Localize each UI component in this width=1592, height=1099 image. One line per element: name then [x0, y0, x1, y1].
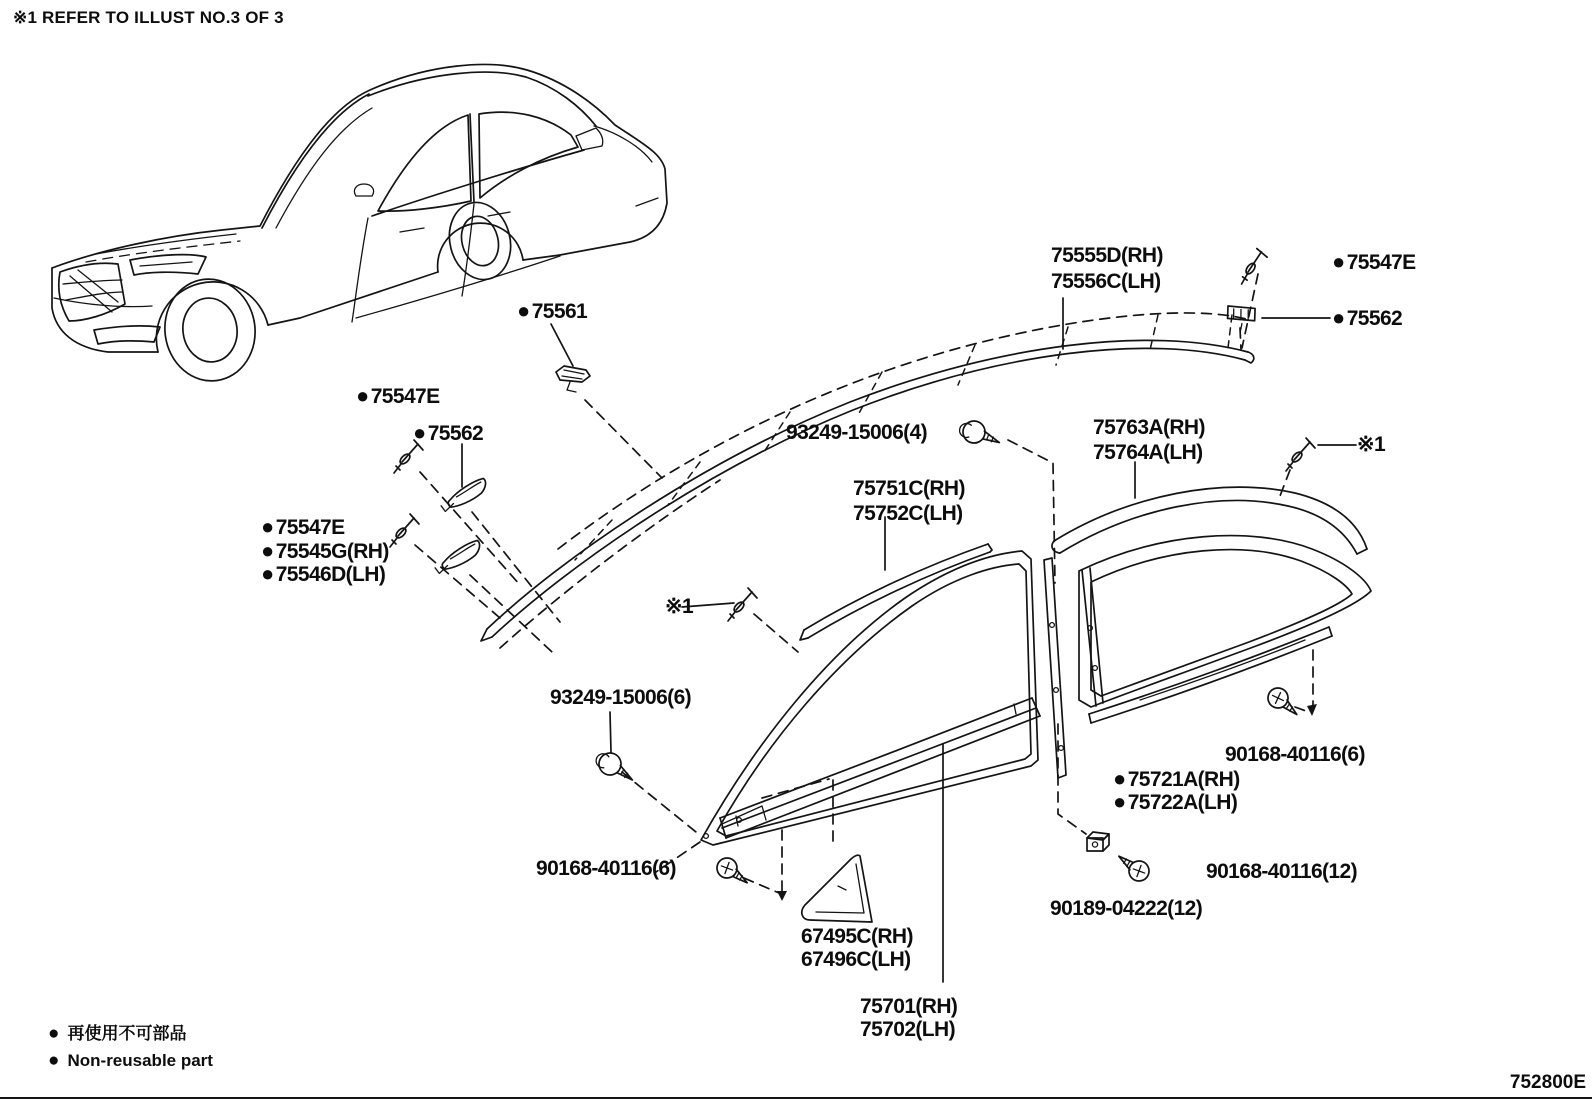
- rear-door-belt-moulding: [1089, 627, 1332, 723]
- legend-line-jp: ● 再使用不可部品: [48, 1023, 187, 1044]
- non-reusable-bullet: ●: [1113, 789, 1126, 814]
- screw-icon-90168-6-left: [714, 855, 753, 885]
- clip-icon-75562-a: [440, 473, 486, 516]
- label-clip-90189-12: 90189-04222(12): [1050, 897, 1203, 920]
- non-reusable-bullet: ●: [1332, 305, 1345, 330]
- non-reusable-bullet: ●: [413, 420, 426, 445]
- label-clip-75562-a: ●75562: [413, 420, 484, 445]
- rear-door-window-frame-moulding: [1052, 487, 1367, 554]
- rear-quarter-window-moulding: [1079, 536, 1371, 707]
- screw-icon-90168-6-right: [1265, 685, 1304, 717]
- label-corner-garnish: 67495C(RH) 67496C(LH): [801, 925, 913, 971]
- screw-icon-90168-12: [1113, 853, 1152, 883]
- screw-icon-93249-4: [957, 418, 1002, 448]
- label-rear-belt-moulding-lh: ●75722A(LH): [1113, 789, 1238, 814]
- non-reusable-bullet: ●: [48, 1023, 60, 1044]
- label-clip-75561: ●75561: [517, 298, 588, 323]
- non-reusable-bullet: ●: [1113, 766, 1126, 791]
- screw-icon-93249-6: [592, 748, 639, 786]
- label-ref-x1-mid: ※1: [665, 595, 694, 618]
- label-clip-75546d: ●75546D(LH): [261, 561, 386, 586]
- label-ref-x1-top-right: ※1: [1357, 433, 1386, 456]
- label-clip-75545g: ●75545G(RH): [261, 538, 389, 563]
- legend-non-reusable: [48, 1020, 213, 1074]
- label-front-frame-moulding: 75751C(RH) 75752C(LH): [853, 477, 965, 525]
- label-screw-90168-6-left: 90168-40116(6): [536, 857, 676, 880]
- non-reusable-bullet: ●: [1332, 249, 1345, 274]
- non-reusable-bullet: ●: [48, 1050, 60, 1071]
- reference-note: ※1 REFER TO ILLUST NO.3 OF 3: [13, 8, 284, 27]
- label-rear-belt-moulding-rh: ●75721A(RH): [1113, 766, 1240, 791]
- label-screw-90168-6-right: 90168-40116(6): [1225, 743, 1365, 766]
- front-door-window-frame-moulding: [701, 544, 1066, 845]
- non-reusable-bullet: ●: [517, 298, 530, 323]
- legend-line-en: ● Non-reusable part: [48, 1050, 213, 1071]
- front-corner-garnish: [802, 855, 872, 922]
- label-clip-75547e-b: ●75547E: [261, 514, 345, 539]
- pin-icon-75547e-b: [390, 514, 419, 547]
- label-rear-frame-moulding: 75763A(RH) 75764A(LH): [1093, 416, 1205, 464]
- label-screw-93249-4: 93249-15006(4): [786, 421, 928, 444]
- label-screw-93249-6: 93249-15006(6): [550, 686, 692, 709]
- clip-icon-75545g: [434, 535, 480, 578]
- non-reusable-bullet: ●: [356, 383, 369, 408]
- clip-icon-90189: [1087, 832, 1109, 851]
- label-clip-75562-top-right: ●75562: [1332, 305, 1403, 330]
- car-illustration: [52, 65, 667, 387]
- diagram-code: 752800E: [1509, 1072, 1586, 1093]
- label-roof-drip-moulding: 75555D(RH) 75556C(LH): [1051, 244, 1163, 293]
- non-reusable-bullet: ●: [261, 538, 274, 563]
- clip-icon-75561: [556, 366, 590, 392]
- label-clip-75547e-a: ●75547E: [356, 383, 440, 408]
- pin-icon-75547e-top-right: [1237, 247, 1270, 284]
- label-clip-75547e-top-right: ●75547E: [1332, 249, 1416, 274]
- non-reusable-bullet: ●: [261, 514, 274, 539]
- non-reusable-bullet: ●: [261, 561, 274, 586]
- pin-icon-x1-mid: [728, 588, 757, 621]
- pin-icon-x1-top-right: [1286, 438, 1315, 471]
- label-front-belt-moulding: 75701(RH) 75702(LH): [860, 995, 958, 1041]
- label-screw-90168-12: 90168-40116(12): [1206, 860, 1357, 883]
